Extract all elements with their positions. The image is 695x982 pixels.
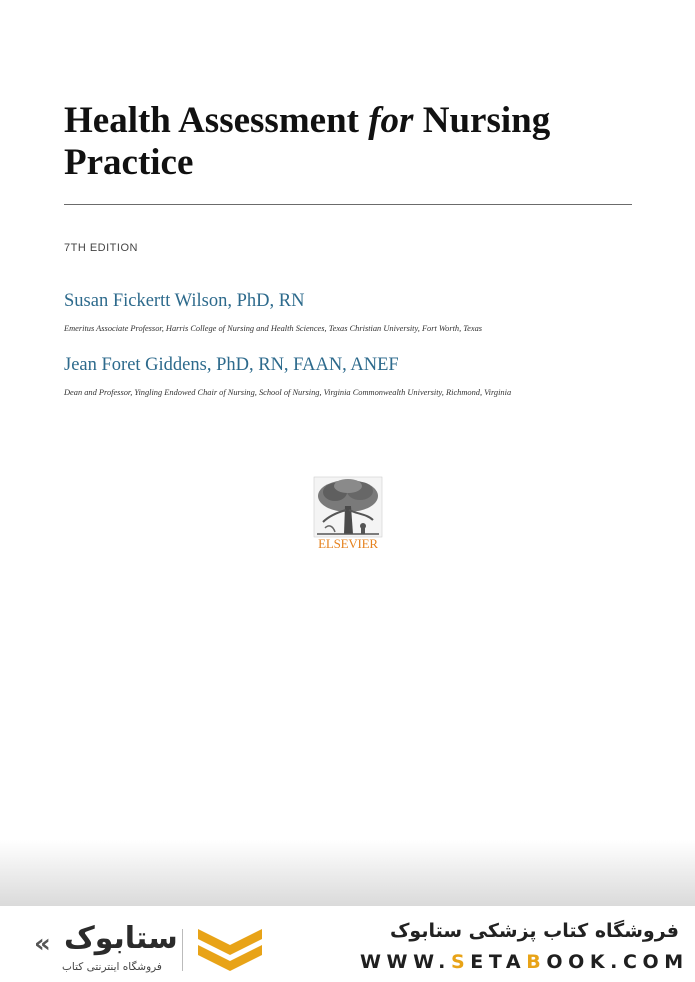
url-part-5: OOK.COM <box>546 951 689 973</box>
bottom-shadow <box>0 840 695 906</box>
url-part-4: B <box>526 951 547 973</box>
elsevier-tree-icon <box>313 476 383 538</box>
shop-url[interactable] <box>360 951 689 973</box>
setabook-brand[interactable] <box>34 921 274 981</box>
author-1-affiliation: Emeritus Associate Professor, Harris College of Nursing and Health Sciences, Texas Christian University, Fort Worth, Texas <box>64 324 483 333</box>
author-2-name: Jean Foret Giddens, PhD, RN, FAAN, ANEF <box>64 355 399 375</box>
url-part-1: WWW. <box>360 951 451 973</box>
brand-divider <box>182 929 183 971</box>
edition-label: 7TH EDITION <box>64 242 138 254</box>
chevrons-icon: « <box>34 929 51 959</box>
title-part2: Nursing Practice <box>64 100 551 183</box>
book-title <box>64 100 644 184</box>
title-part1: Health Assessment <box>64 100 369 141</box>
url-part-3: ETA <box>470 951 527 973</box>
title-divider <box>64 204 632 205</box>
brand-name-fa: ستابوک <box>64 921 178 956</box>
title-for: for <box>368 100 414 141</box>
author-2-affiliation: Dean and Professor, Yingling Endowed Chair of Nursing, School of Nursing, Virginia Commonwealth University, Richmond, Virginia <box>64 388 512 397</box>
book-stack-icon <box>194 923 266 975</box>
author-1-name: Susan Fickertt Wilson, PhD, RN <box>64 291 305 311</box>
shop-name-fa: فروشگاه کتاب پزشکی ستابوک <box>389 920 679 942</box>
brand-subtitle-fa: فروشگاه اینترنتی کتاب <box>62 961 162 973</box>
publisher-logo <box>310 476 386 558</box>
url-part-2: S <box>450 951 471 973</box>
publisher-name: ELSEVIER <box>318 536 378 551</box>
